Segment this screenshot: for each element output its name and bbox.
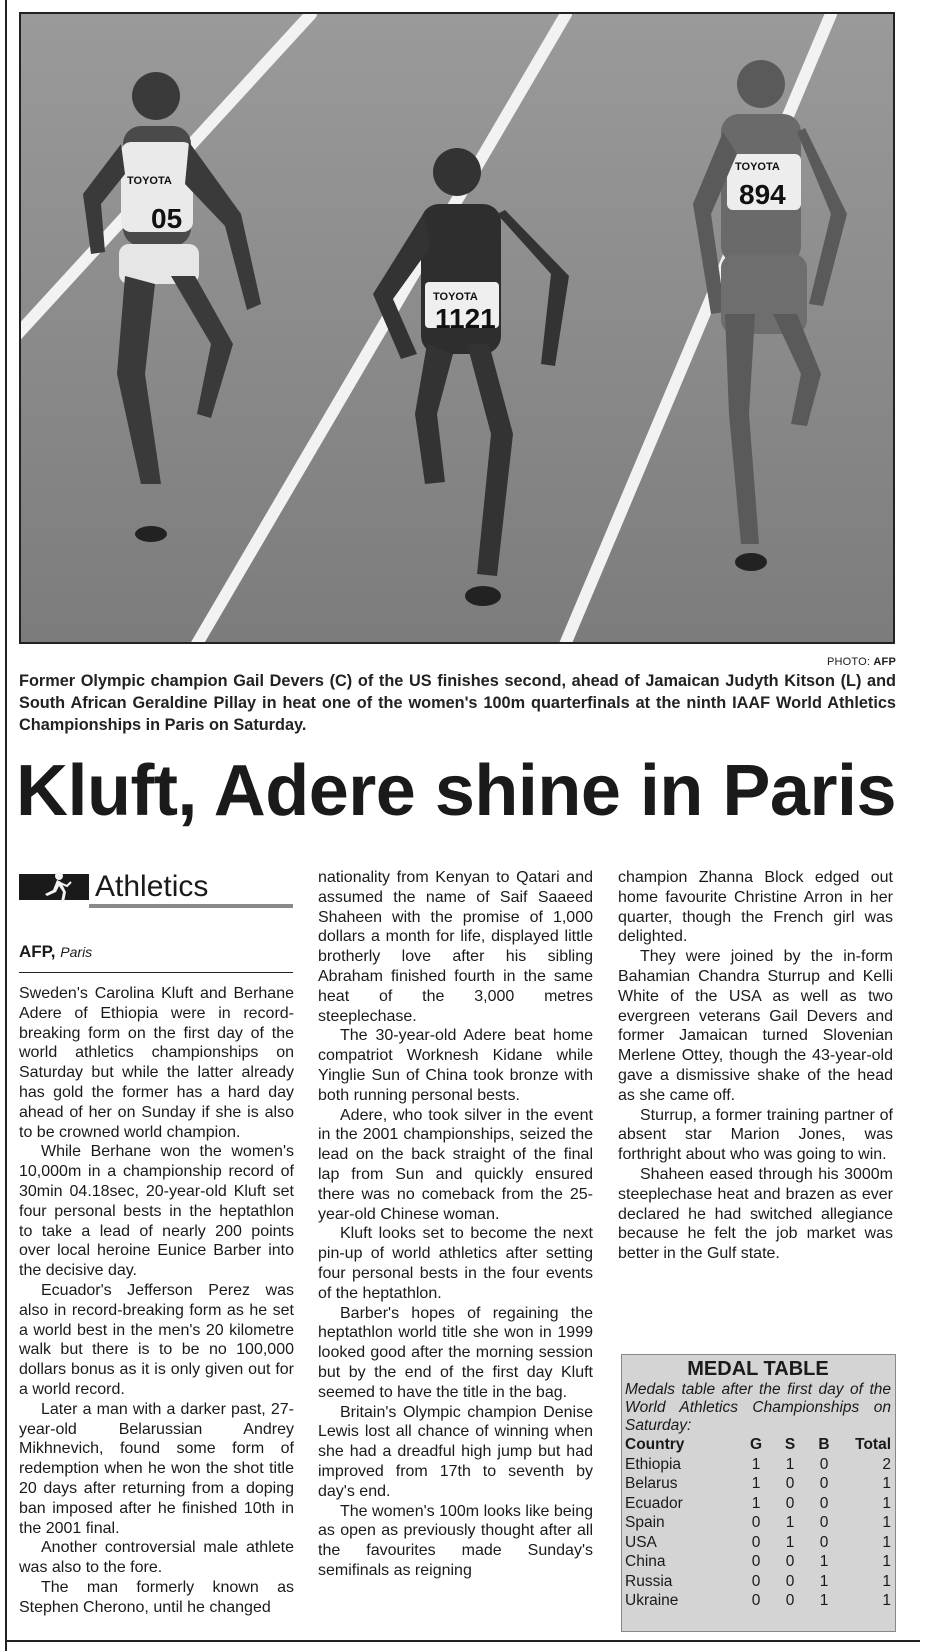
section-banner (19, 872, 293, 912)
bib-sponsor-right: TOYOTA (735, 161, 780, 173)
paragraph: The 30-year-old Adere beat home compatriot Worknesh Kidane while Yinglie Sun of China took bronze with both running personal bests. (318, 1027, 593, 1104)
cell-silver: 1 (785, 1455, 795, 1473)
byline-place: Paris (60, 944, 93, 960)
paragraph: Ecuador's Jefferson Perez was also in record-breaking form as he set a world best in the men's 20 kilometre walk but there is to be no 100,000 dollars bonus as it is only given out for a world record. (19, 1281, 294, 1398)
table-row (625, 1591, 891, 1611)
cell-country: USA (625, 1533, 657, 1551)
medal-table-note: Medals table after the first day of the World Athletics Championships on Saturday: (625, 1381, 891, 1434)
cell-bronze: 1 (819, 1553, 829, 1570)
table-row (625, 1455, 891, 1475)
cell-gold: 1 (751, 1494, 761, 1512)
cell-gold: 0 (751, 1553, 761, 1570)
bib-number-left: 05 (151, 203, 183, 234)
paragraph: champion Zhanna Block edged out home favourite Christine Arron in her quarter, though the French girl was delighted. (618, 869, 893, 946)
cell-country: Ecuador (625, 1494, 683, 1512)
header-total: Total (855, 1436, 891, 1453)
cell-silver: 0 (785, 1592, 795, 1609)
header-country: Country (625, 1436, 685, 1453)
article-column-2 (318, 868, 593, 1581)
medal-table-title: MEDAL TABLE (687, 1358, 829, 1380)
cell-silver: 1 (785, 1514, 795, 1531)
header-gold: G (749, 1436, 763, 1453)
sprinters-photo-illustration (21, 14, 893, 642)
section-underline (89, 904, 293, 908)
cell-total: 1 (882, 1533, 891, 1551)
cell-country: China (625, 1553, 666, 1570)
headline: Kluft, Adere shine in Paris (16, 751, 897, 831)
bib-sponsor-left: TOYOTA (127, 175, 172, 187)
cell-gold: 0 (751, 1533, 761, 1551)
paragraph: Sweden's Carolina Kluft and Berhane Adere of Ethiopia were in record-breaking form on the first day of the world athletics championships on Saturday but while the latter already has gold the former has a hard day ahead of her on Sunday if she is also to be crowned world champion. (19, 985, 294, 1141)
cell-gold: 0 (751, 1572, 761, 1590)
paragraph: Kluft looks set to become the next pin-up of world athletics after setting four personal bests in the four events of the heptathlon. (318, 1225, 593, 1302)
byline-agency: AFP, (19, 942, 56, 961)
page-bottom-rule (5, 1640, 920, 1642)
cell-silver: 1 (785, 1533, 795, 1551)
cell-bronze: 0 (819, 1455, 829, 1473)
medal-table-box (621, 1354, 896, 1632)
paragraph: Later a man with a darker past, 27-year-old Belarussian Andrey Mikhnevich, found some form of redemption when he won the shot title 20 days after returning from a doping ban imposed after he finished 10th in the 2001 final. (19, 1400, 294, 1537)
medal-table-header-row (625, 1435, 891, 1455)
cell-silver: 0 (785, 1553, 795, 1570)
article-column-1 (19, 984, 294, 1618)
cell-gold: 0 (751, 1514, 761, 1531)
cell-country: Russia (625, 1572, 673, 1590)
header-silver: S (784, 1436, 796, 1453)
cell-gold: 0 (751, 1592, 761, 1609)
photo-caption: Former Olympic champion Gail Devers (C) of the US finishes second, ahead of Jamaican Judyth Kitson (L) and South African Geraldine Pillay in heat one of the women's 100m quarterfinals at the ninth IAAF World Athletics Championships in Paris on Saturday. (19, 672, 896, 734)
cell-bronze: 0 (819, 1533, 829, 1551)
paragraph: Sturrup, a former training partner of absent star Marion Jones, was forthright about who was going to win. (618, 1106, 893, 1164)
cell-total: 1 (882, 1514, 891, 1531)
bib-number-center: 1121 (435, 303, 496, 334)
paragraph: Another controversial male athlete was also to the fore. (19, 1539, 294, 1577)
table-row (625, 1474, 891, 1494)
byline-rule (19, 972, 293, 973)
cell-bronze: 0 (819, 1475, 829, 1492)
cell-silver: 0 (785, 1475, 795, 1492)
cell-bronze: 0 (819, 1514, 829, 1531)
cell-country: Belarus (625, 1475, 678, 1492)
cell-gold: 1 (751, 1475, 761, 1492)
paragraph: Adere, who took silver in the event in the 2001 championships, seized the lead on the back straight of the final lap from Sun and quickly ensured there was no comeback from the 25-year-old Chinese woman. (318, 1106, 593, 1223)
cell-bronze: 1 (819, 1592, 829, 1609)
page-left-rule (5, 0, 7, 1651)
medal-table (625, 1435, 891, 1611)
paragraph: The man formerly known as Stephen Cherono, until he changed (19, 1578, 294, 1616)
cell-country: Spain (625, 1514, 665, 1531)
paragraph: Barber's hopes of regaining the heptathlon world title she won in 1999 looked good after the morning session but by the end of the first day Kluft seemed to have the title in the bag. (318, 1304, 593, 1401)
photo-credit-agency: AFP (873, 656, 896, 668)
cell-silver: 0 (785, 1572, 795, 1590)
news-photo (19, 12, 895, 644)
table-row (625, 1552, 891, 1572)
paragraph: Shaheen eased through his 3000m steeplechase heat and brazen as ever declared he had switched allegiance because he felt the job market was better in the Gulf state. (618, 1165, 893, 1263)
table-row (625, 1533, 891, 1553)
article-column-3 (618, 868, 893, 1264)
cell-country: Ethiopia (625, 1455, 682, 1473)
paragraph: While Berhane won the women's 10,000m in a championship record of 30min 04.18sec, 20-year-old Kluft set four personal bests in the heptathlon to take a lead of nearly 200 points over local heroine Eunice Barber into the decisive day. (19, 1143, 294, 1280)
runner-icon (37, 870, 81, 904)
cell-bronze: 1 (819, 1572, 829, 1590)
cell-total: 1 (882, 1494, 891, 1512)
cell-total: 1 (882, 1553, 891, 1570)
paragraph: nationality from Kenyan to Qatari and assumed the name of Saif Saaeed Shaheen with the promise of 1,000 dollars a month for life, displayed little brotherly love after his sibling Abraham finished fourth in the same heat of the 3,000 metres steeplechase. (318, 869, 593, 1025)
paragraph: The women's 100m looks like being as open as previously thought after all the favourites made Sunday's semifinals as reigning (318, 1502, 593, 1579)
cell-total: 2 (882, 1455, 891, 1473)
header-bronze: B (818, 1436, 830, 1453)
cell-total: 1 (882, 1592, 891, 1609)
bib-number-right: 894 (739, 179, 786, 210)
bib-sponsor-center: TOYOTA (433, 291, 478, 303)
table-row (625, 1494, 891, 1514)
byline (19, 942, 293, 962)
cell-total: 1 (882, 1475, 891, 1492)
paragraph: Britain's Olympic champion Denise Lewis lost all chance of winning when she had a dreadful high jump but had improved from 17th to seventh by day's end. (318, 1403, 593, 1500)
paragraph: They were joined by the in-form Bahamian Chandra Sturrup and Kelli White of the USA as well as two evergreen veterans Gail Devers and former Jamaican turned Slovenian Merlene Ottey, though the 43-year-old gave a dismissive shake of the head as she came off. (618, 948, 893, 1104)
cell-silver: 0 (785, 1494, 795, 1512)
cell-gold: 1 (751, 1455, 761, 1473)
cell-country: Ukraine (625, 1592, 679, 1609)
photo-credit (700, 656, 896, 668)
section-label: Athletics (95, 870, 209, 903)
photo-credit-prefix: PHOTO: (826, 656, 871, 668)
table-row (625, 1572, 891, 1592)
cell-bronze: 0 (819, 1494, 829, 1512)
table-row (625, 1513, 891, 1533)
cell-total: 1 (882, 1572, 891, 1590)
